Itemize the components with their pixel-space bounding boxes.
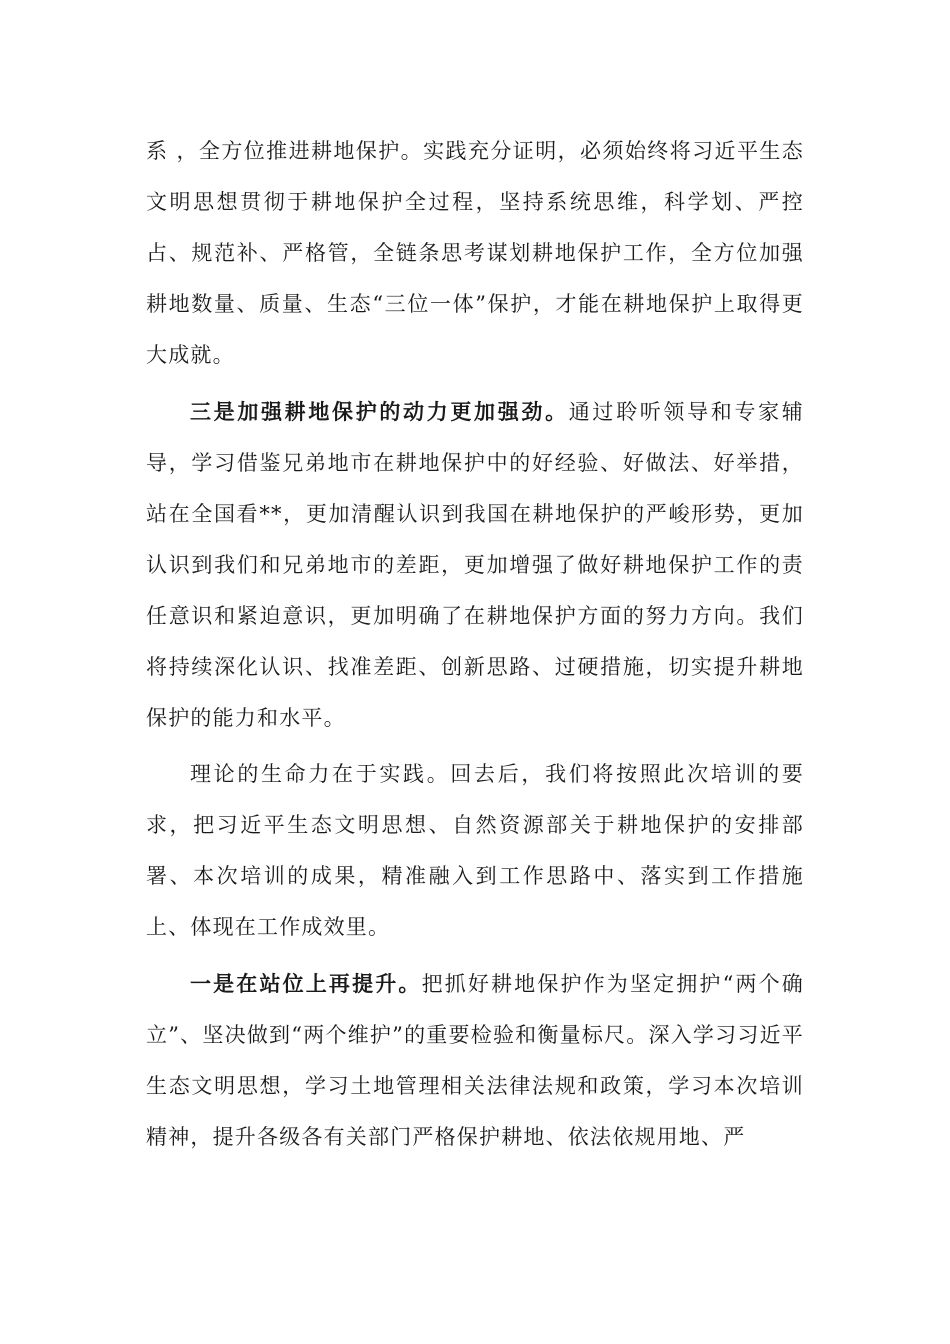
paragraph-point-three: [146, 386, 804, 744]
paragraph-text: 理论的生命力在于实践。回去后，我们将按照此次培训的要求，把习近平生态文明思想、自然资源部关于耕地保护的安排部署、本次培训的成果，精准融入到工作思路中、落实到工作措施上、体现在工作成效里。: [146, 762, 804, 939]
paragraph-point-one: [146, 958, 804, 1163]
paragraph-heading: 三是加强耕地保护的动力更加强劲。: [190, 399, 569, 424]
paragraph-practice: [146, 749, 804, 953]
paragraph-text: 系 ，全方位推进耕地保护。实践充分证明，必须始终将习近平生态文明思想贯彻于耕地保护全过程，坚持系统思维，科学划、严控占、规范补、严格管，全链条思考谋划耕地保护工作，全方位加强耕地数量、质量、生态“三位一体”保护，才能在耕地保护上取得更大成就。: [146, 139, 804, 367]
paragraph-text: 通过聆听领导和专家辅导，学习借鉴兄弟地市在耕地保护中的好经验、好做法、好举措，站在全国看**，更加清醒认识到我国在耕地保护的严峻形势，更加认识到我们和兄弟地市的差距，更加增强了做好耕地保护工作的责任意识和紧迫意识，更加明确了在耕地保护方面的努力方向。我们将持续深化认识、找准差距、创新思路、过硬措施，切实提升耕地保护的能力和水平。: [146, 400, 804, 730]
paragraph-text: 把抓好耕地保护作为坚定拥护“两个确立”、坚决做到“两个维护”的重要检验和衡量标尺。深入学习习近平生态文明思想，学习土地管理相关法律法规和政策，学习本次培训精神，提升各级各有关部门严格保护耕地、依法依规用地、严: [146, 972, 804, 1149]
paragraph-heading: 一是在站位上再提升。: [190, 971, 422, 996]
paragraph-continuation: [146, 126, 804, 381]
document-body: [146, 126, 804, 1163]
